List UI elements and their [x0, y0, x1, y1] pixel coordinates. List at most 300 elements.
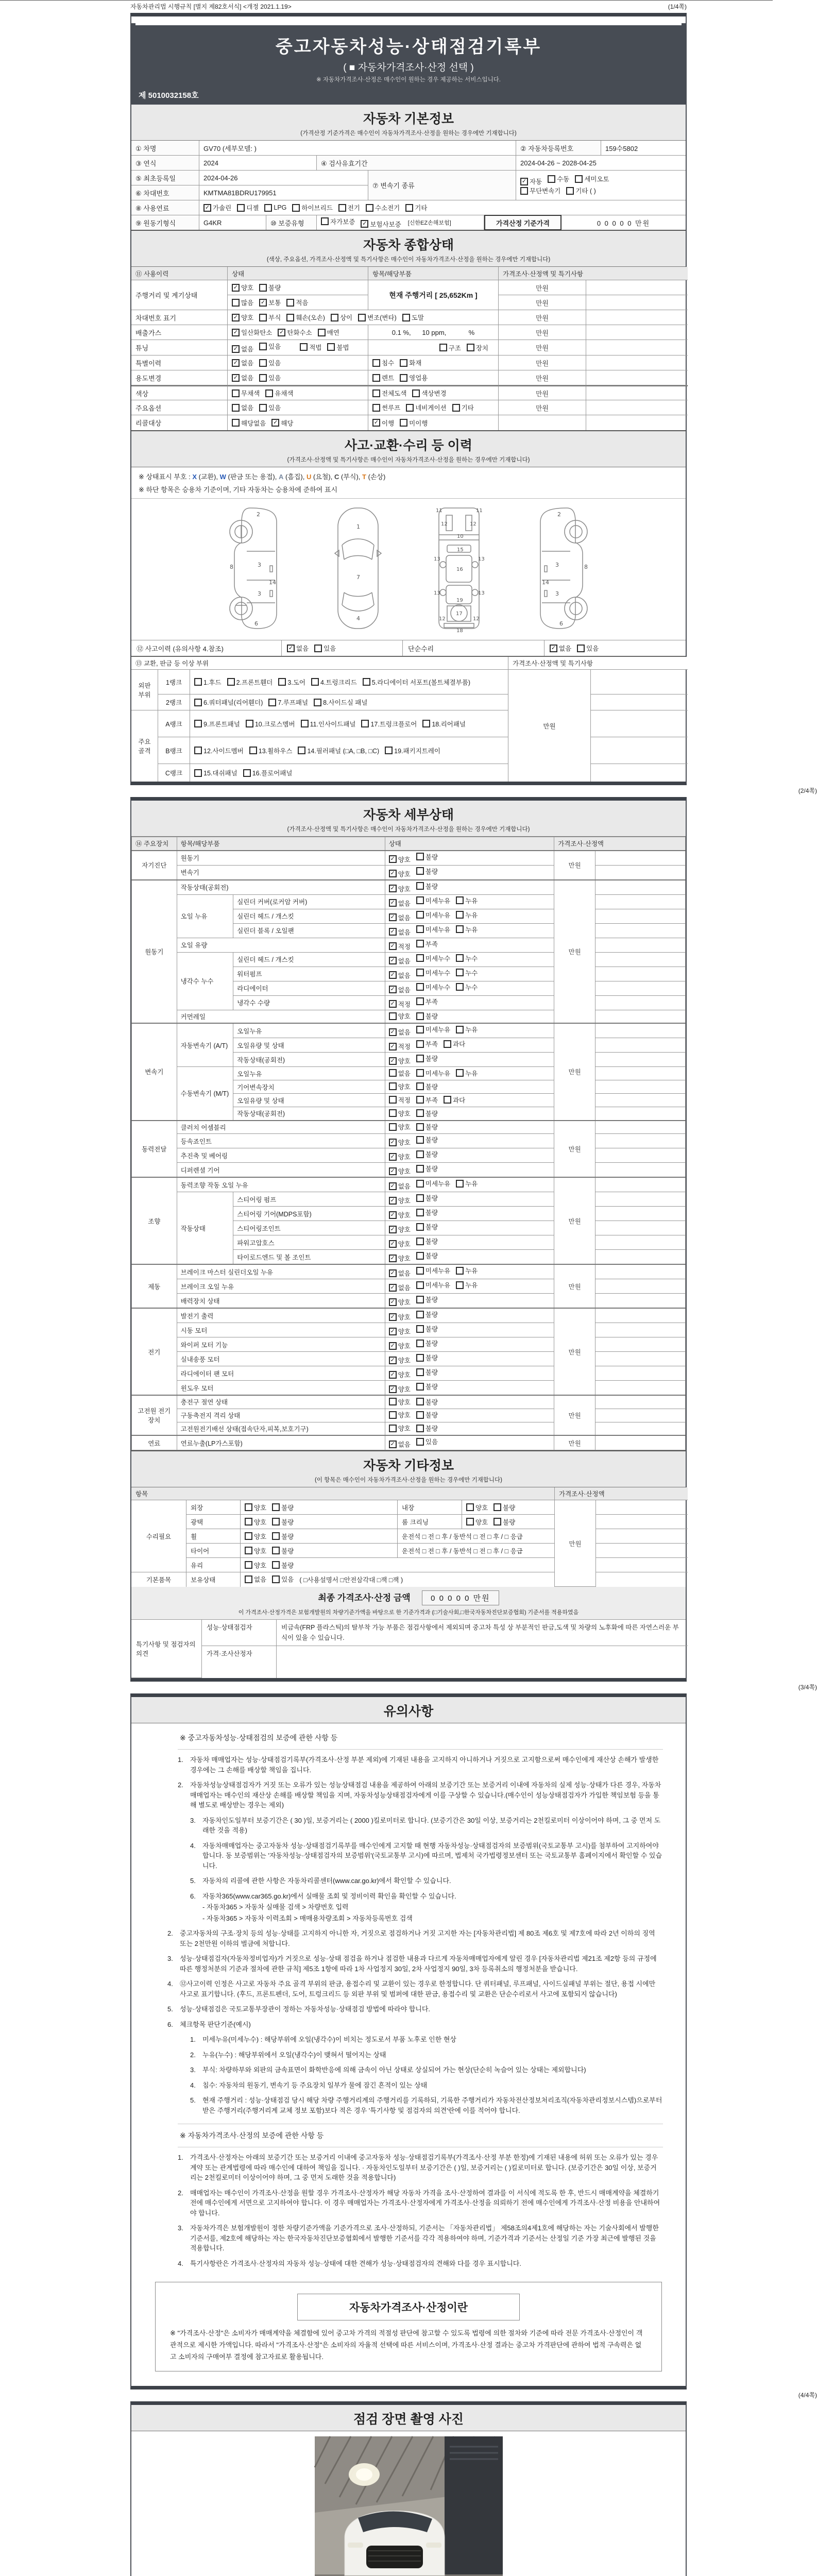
checkbox-미세누유[interactable]: [416, 1025, 450, 1034]
checkbox-양호[interactable]: [245, 1546, 266, 1555]
checkbox-box: [389, 870, 397, 877]
checkbox-불량[interactable]: [416, 852, 438, 861]
mileage-label: 주행거리 및 계기상태: [131, 280, 228, 310]
checkbox-양호[interactable]: [389, 1109, 411, 1118]
special-history-label: 특별이력: [131, 355, 228, 370]
checkbox-label: 8.사이드실 패널: [323, 699, 368, 706]
checkbox-기타 ( )[interactable]: [566, 186, 595, 195]
checkbox-불량[interactable]: [416, 1251, 438, 1260]
checkbox-미이행[interactable]: [400, 418, 428, 428]
checkbox-디젤[interactable]: [237, 203, 259, 212]
checkbox-양호[interactable]: [389, 1056, 411, 1065]
checkbox-불량[interactable]: [416, 1397, 438, 1406]
checkbox-양호[interactable]: [245, 1517, 266, 1527]
checkbox-box: [372, 389, 380, 397]
checkbox-없음[interactable]: [389, 899, 411, 908]
checkbox-불량[interactable]: [416, 1208, 438, 1217]
checkbox-수동[interactable]: [548, 174, 569, 183]
checkbox-label: 미세누유: [425, 897, 451, 905]
checkbox-있음[interactable]: [272, 1574, 294, 1584]
checkbox-label: 없음: [241, 360, 254, 367]
checkbox-미세누유[interactable]: [416, 1179, 450, 1188]
price-cell: 만원: [554, 851, 595, 880]
checkbox-양호[interactable]: [389, 1370, 411, 1379]
checkbox-불량[interactable]: [493, 1503, 515, 1512]
checkbox-불량[interactable]: [416, 1310, 438, 1319]
checkbox-양호[interactable]: [389, 1297, 411, 1307]
car-diagram-right-side: [521, 504, 599, 633]
checkbox-자동[interactable]: [520, 177, 542, 186]
checkbox-불량[interactable]: [416, 1222, 438, 1231]
checkbox-불량[interactable]: [416, 1353, 438, 1362]
checkbox-미세누수[interactable]: [416, 968, 450, 977]
checkbox-없음[interactable]: [389, 1181, 411, 1191]
checkbox-누유[interactable]: [456, 1179, 478, 1188]
checkbox-양호[interactable]: [466, 1517, 488, 1527]
checkbox-box: [416, 1411, 424, 1419]
checkbox-유채색[interactable]: [265, 388, 293, 398]
checkbox-양호[interactable]: [389, 1082, 411, 1091]
price-cell: 만원: [554, 880, 595, 1024]
checkbox-불량[interactable]: [272, 1561, 294, 1570]
checkbox-상이[interactable]: [331, 313, 352, 322]
checkbox-box: [249, 747, 257, 754]
checkbox-box: [265, 389, 273, 397]
checkbox-자가보증[interactable]: [321, 217, 355, 226]
vin-mark-label: 차대번호 표기: [131, 310, 228, 325]
checkbox-양호[interactable]: [245, 1561, 266, 1570]
checkbox-box: [456, 954, 464, 962]
notice-item-text: 자동차인도일부터 보증기간은 ( 30 )일, 보증거리는 ( 2000 )킬로미터로 합니다. (보증기간은 30일 이상, 보증거리는 2천킬로미터 이상이어야 하며, 그 중 먼저 도래한 것을 적용): [202, 1816, 661, 1834]
item-label: 오일누유: [233, 1067, 385, 1080]
checkbox-box: [331, 314, 338, 321]
checkbox-box: [416, 954, 424, 962]
checkbox-label: 변조(변타): [367, 314, 397, 321]
checkbox-label: 전체도색: [382, 390, 407, 397]
checkbox-불량[interactable]: [416, 1338, 438, 1348]
notice-item-text: 침수: 자동차의 원동기, 변속기 등 주요장치 일부가 물에 잠긴 흔적이 있는 상태: [202, 2081, 428, 2089]
checkbox-보통[interactable]: [259, 298, 281, 307]
svg-text:19: 19: [456, 598, 463, 603]
checkbox-불량[interactable]: [416, 1149, 438, 1159]
checkbox-8.사이드실 패널[interactable]: [314, 698, 367, 707]
checkbox-없음[interactable]: [245, 1574, 266, 1584]
checkbox-없음[interactable]: [389, 1268, 411, 1278]
checkbox-없음[interactable]: [389, 1027, 411, 1037]
checkbox-누유[interactable]: [456, 1025, 478, 1034]
checkbox-적음[interactable]: [286, 298, 308, 307]
checkbox-box: [245, 1575, 252, 1583]
checkbox-label: 화재: [409, 360, 422, 367]
checkbox-box: [272, 1518, 280, 1526]
checkbox-양호[interactable]: [389, 1312, 411, 1321]
checkbox-부족[interactable]: [416, 997, 438, 1006]
checkbox-탄화수소[interactable]: [278, 328, 312, 337]
checkbox-label: 양호: [254, 1547, 267, 1555]
checkbox-없음[interactable]: [232, 373, 253, 382]
checkbox-label: 누유: [465, 926, 478, 934]
checkbox-box: [232, 345, 240, 353]
checkbox-해당[interactable]: [271, 418, 293, 428]
checkbox-이행[interactable]: [372, 418, 394, 428]
checkbox-불량[interactable]: [272, 1532, 294, 1541]
checkbox-불량[interactable]: [416, 1295, 438, 1304]
checkbox-적정[interactable]: [389, 1095, 411, 1105]
checkbox-전기[interactable]: [338, 203, 360, 212]
checkbox-label: 양호: [398, 1412, 411, 1419]
checkbox-box: [318, 329, 326, 336]
checkbox-양호[interactable]: [389, 1138, 411, 1147]
checkbox-불량[interactable]: [272, 1503, 294, 1512]
checkbox-없음[interactable]: [389, 1439, 411, 1449]
checkbox-7.루프패널[interactable]: [268, 698, 308, 707]
checkbox-적법[interactable]: [300, 343, 321, 352]
checkbox-양호[interactable]: [245, 1532, 266, 1541]
checkbox-무단변속기[interactable]: [520, 186, 560, 195]
checkbox-1.후드[interactable]: [194, 677, 222, 687]
rank1-label: 1랭크: [158, 670, 190, 694]
rankA-label: A랭크: [158, 710, 190, 737]
checkbox-있음[interactable]: [314, 643, 336, 653]
svg-text:12: 12: [470, 521, 476, 527]
legend-desc: (흠집),: [283, 473, 307, 481]
checkbox-불량[interactable]: [416, 1011, 438, 1021]
checkbox-양호[interactable]: [389, 1423, 411, 1433]
checkbox-box: [385, 747, 393, 754]
checkbox-양호[interactable]: [466, 1503, 488, 1512]
svg-text:13: 13: [434, 556, 440, 562]
checkbox-있음[interactable]: [259, 373, 281, 382]
checkbox-양호[interactable]: [389, 1011, 411, 1021]
checkbox-무채색[interactable]: [232, 388, 260, 398]
checkbox-양호[interactable]: [245, 1503, 266, 1512]
checkbox-미세누유[interactable]: [416, 1069, 450, 1078]
checkbox-label: 누유: [465, 1180, 478, 1188]
checkbox-도말[interactable]: [402, 313, 424, 322]
checkbox-불량[interactable]: [259, 283, 281, 292]
checkbox-19.패키지트레이[interactable]: [385, 746, 440, 755]
checkbox-부족[interactable]: [416, 1095, 438, 1105]
checkbox-label: 하이브리드: [301, 205, 333, 212]
checkbox-있음[interactable]: [577, 643, 599, 653]
checkbox-가솔린[interactable]: [203, 203, 231, 212]
checkbox-6.쿼터패널(리어휀더)[interactable]: [194, 698, 263, 707]
checkbox-화재[interactable]: [400, 358, 421, 367]
checkbox-없음[interactable]: [389, 927, 411, 937]
item-label: 동력조향 작동 오일 누유: [177, 1177, 385, 1192]
checkbox-누유[interactable]: [456, 896, 478, 905]
checkbox-누유[interactable]: [456, 1069, 478, 1078]
checkbox-없음[interactable]: [389, 913, 411, 922]
checkbox-불량[interactable]: [416, 1236, 438, 1246]
checkbox-label: 수소전기: [375, 205, 400, 212]
checkbox-매연[interactable]: [318, 328, 339, 337]
notice-item-text: 자동차매매업자는 중고자동차 성능·상태점검기록부를 매수인에게 고지할 때 현행 자동차성능·상태점검자의 보증범위(국토교통부 고시)를 첨부하여 고지하여야 합니다. 동 보증범위는 '자동차성능·상태점검자의 보증범위'(국토교통부 고시)에 따르며, 법제처 국가법령정보센터 또는 국토교통부 홈페이지에서 확인할 수 있습니다.: [202, 1841, 662, 1870]
checkbox-없음[interactable]: [389, 1069, 411, 1078]
item-state-checks: [385, 1235, 554, 1250]
title-band: [131, 23, 686, 105]
checkbox-누유[interactable]: [456, 925, 478, 934]
price-cell: 만원: [499, 295, 586, 310]
emission-values: 0.1 %, 10 ppm, %: [368, 325, 499, 340]
notice-item-number: 3.: [190, 1816, 196, 1824]
checkbox-부식[interactable]: [259, 313, 281, 322]
frame-panel-label: 주요 골격: [131, 710, 158, 782]
checkbox-양호[interactable]: [389, 1122, 411, 1131]
svg-text:10: 10: [457, 534, 464, 539]
checkbox-label: 상이: [339, 314, 353, 321]
checkbox-색상변경[interactable]: [412, 388, 446, 398]
checkbox-하이브리드[interactable]: [292, 203, 332, 212]
checkbox-없음[interactable]: [389, 985, 411, 994]
checkbox-미세누유[interactable]: [416, 925, 450, 934]
checkbox-16.플로어패널[interactable]: [243, 768, 293, 777]
checkbox-양호[interactable]: [389, 1196, 411, 1205]
checkbox-보험사보증[interactable]: [361, 219, 401, 229]
checkbox-양호[interactable]: [389, 1397, 411, 1406]
section-title: 자동차 기타정보: [363, 1459, 454, 1473]
checkbox-양호[interactable]: [389, 1210, 411, 1219]
checkbox-불량[interactable]: [272, 1546, 294, 1555]
checkbox-누수[interactable]: [456, 954, 478, 963]
checkbox-적정[interactable]: [389, 1042, 411, 1051]
checkbox-양호[interactable]: [389, 1239, 411, 1248]
checkbox-기타[interactable]: [452, 403, 474, 412]
checkbox-불법[interactable]: [327, 343, 349, 352]
checkbox-영업용[interactable]: [400, 373, 428, 382]
checkbox-양호[interactable]: [232, 313, 253, 322]
checkbox-9.프론트패널[interactable]: [194, 719, 240, 728]
checkbox-11.인사이드패널[interactable]: [301, 719, 356, 728]
notice-item: [190, 2050, 663, 2060]
checkbox-양호[interactable]: [389, 1384, 411, 1394]
wheel-positions: 운전석 □ 전 □ 후 / 동반석 □ 전 □ 후 / □ 응급: [398, 1529, 555, 1544]
checkbox-기타[interactable]: [405, 203, 427, 212]
col-header: 가격조사·산정액 및 특기사항: [499, 267, 688, 280]
checkbox-불량[interactable]: [272, 1517, 294, 1527]
checkbox-불량[interactable]: [416, 1122, 438, 1131]
checkbox-양호[interactable]: [389, 1166, 411, 1176]
checkbox-label: 적법: [309, 344, 322, 351]
checkbox-LPG[interactable]: [264, 204, 286, 212]
checkbox-label: 양호: [398, 1299, 411, 1306]
checkbox-불량[interactable]: [416, 867, 438, 876]
item-state-checks: [385, 1366, 554, 1381]
checkbox-양호[interactable]: [389, 1152, 411, 1161]
item-state-checks: [385, 1148, 554, 1163]
checkbox-5.라디에이터 서포트(볼트체결부품)[interactable]: [363, 677, 470, 687]
checkbox-구조[interactable]: [439, 343, 461, 352]
checkbox-적정[interactable]: [389, 999, 411, 1009]
checkbox-양호[interactable]: [389, 1253, 411, 1263]
checkbox-label: 17.트렁크플로어: [370, 720, 417, 728]
checkbox-box: [259, 314, 267, 321]
checkbox-양호[interactable]: [389, 1355, 411, 1365]
checkbox-부족[interactable]: [416, 939, 438, 948]
checkbox-수소전기[interactable]: [366, 203, 400, 212]
engine-type-label: ⑨ 원동기형식: [131, 215, 199, 230]
checkbox-box: [389, 971, 397, 979]
checkbox-14.필러패널 (□A, □B, □C)[interactable]: [298, 746, 379, 755]
mileage-value: 현재 주행거리 [ 25,652Km ]: [368, 280, 499, 310]
checkbox-2.프론트휀더[interactable]: [227, 677, 273, 687]
checkbox-누수[interactable]: [456, 982, 478, 992]
checkbox-과다[interactable]: [444, 1039, 465, 1048]
checkbox-box: [259, 374, 267, 382]
checkbox-3.도어[interactable]: [278, 677, 305, 687]
notice-item-text: 자동차성능상태점검자가 거짓 또는 오류가 있는 성능상태점검 내용을 제공하여 아래의 보증기간 또는 보증거리 이내에 자동차의 실제 성능·상태가 다른 경우, 자동차매매업자는 매수인의 재산상 손해를 배상할 책임을 지며, 자동차성능상태점검자에게 이를 구상할 수 있습니다.(매수인이 성능상태점검자가 가입한 책임보험 등을 통해 별도로 배상받는 경우는 제외): [190, 1781, 661, 1809]
col-header: 가격조사·산정액: [555, 1487, 688, 1500]
checkbox-없음[interactable]: [389, 1283, 411, 1292]
checkbox-전체도색[interactable]: [372, 388, 406, 398]
checkbox-장치[interactable]: [467, 343, 488, 352]
svg-text:3: 3: [555, 590, 559, 597]
checkbox-미세누유[interactable]: [416, 896, 450, 905]
checkbox-label: 불량: [425, 1252, 438, 1260]
checkbox-4.트렁크리드[interactable]: [311, 677, 357, 687]
price-definition-box: [155, 2282, 662, 2371]
checkbox-17.트렁크플로어[interactable]: [361, 719, 417, 728]
checkbox-부족[interactable]: [416, 1039, 438, 1048]
checkbox-불량[interactable]: [416, 1135, 438, 1144]
checkbox-썬루프[interactable]: [372, 403, 400, 412]
checkbox-label: 불량: [425, 868, 438, 875]
checkbox-불량[interactable]: [493, 1517, 515, 1527]
item-label: 브레이크 오일 누유: [177, 1279, 385, 1294]
checkbox-label: 불량: [425, 1326, 438, 1333]
checkbox-불량[interactable]: [416, 1082, 438, 1091]
svg-text:11: 11: [476, 508, 483, 514]
checkbox-양호[interactable]: [389, 1225, 411, 1234]
checkbox-많음[interactable]: [232, 298, 253, 307]
checkbox-침수[interactable]: [372, 358, 394, 367]
checkbox-누유[interactable]: [456, 1266, 478, 1275]
item-state-checks: [385, 1279, 554, 1294]
checkbox-불량[interactable]: [416, 1324, 438, 1333]
checkbox-양호[interactable]: [389, 1327, 411, 1336]
checkbox-box: [287, 645, 295, 652]
checkbox-누유[interactable]: [456, 1280, 478, 1290]
section-detail-state: [131, 801, 686, 837]
checkbox-13.휠하우스[interactable]: [249, 746, 293, 755]
checkbox-label: 기타 ( ): [575, 188, 596, 195]
checkbox-있음[interactable]: [416, 1437, 438, 1446]
checkbox-훼손(오손)[interactable]: [286, 313, 325, 322]
checkbox-불량[interactable]: [416, 1410, 438, 1419]
checkbox-미세누수[interactable]: [416, 982, 450, 992]
checkbox-변조(변타)[interactable]: [358, 313, 397, 322]
checkbox-불량[interactable]: [416, 1367, 438, 1377]
item-state-checks: [385, 995, 554, 1010]
checkbox-box: [416, 1223, 424, 1231]
checkbox-미세누유[interactable]: [416, 1266, 450, 1275]
tuning-target-checks: [368, 340, 499, 355]
item-state-checks: [385, 1308, 554, 1323]
checkbox-과다[interactable]: [444, 1095, 465, 1105]
checkbox-양호[interactable]: [389, 869, 411, 878]
checkbox-15.대쉬패널[interactable]: [194, 768, 237, 777]
checkbox-양호[interactable]: [389, 855, 411, 864]
checkbox-없음[interactable]: [232, 403, 253, 412]
checkbox-있음[interactable]: [259, 342, 281, 351]
checkbox-양호[interactable]: [232, 283, 253, 292]
checkbox-네비게이션[interactable]: [406, 403, 446, 412]
color-checks: [228, 385, 368, 400]
checkbox-box: [389, 899, 397, 907]
checkbox-양호[interactable]: [389, 1341, 411, 1350]
checkbox-box: [452, 404, 460, 412]
checkbox-렌트[interactable]: [372, 373, 394, 382]
checkbox-없음[interactable]: [287, 643, 309, 653]
checkbox-12.사이드멤버[interactable]: [194, 746, 244, 755]
checkbox-label: 불량: [425, 1224, 438, 1231]
checkbox-있음[interactable]: [259, 358, 281, 367]
item-label: 시동 모터: [177, 1323, 385, 1337]
checkbox-불량[interactable]: [416, 1423, 438, 1433]
checkbox-불량[interactable]: [416, 1054, 438, 1063]
checkbox-label: 없음: [398, 1441, 411, 1448]
checkbox-해당없음[interactable]: [232, 418, 266, 428]
checkbox-미세누수[interactable]: [416, 954, 450, 963]
checkbox-label: 미세누수: [425, 984, 451, 991]
polish-checks: [241, 1515, 398, 1529]
checkbox-label: LPG: [274, 204, 287, 211]
checkbox-없음[interactable]: [389, 956, 411, 965]
notice-item: [178, 2188, 663, 2218]
svg-text:16: 16: [456, 567, 463, 572]
item-label: 오일유량 및 상태: [233, 1038, 385, 1053]
checkbox-미세누유[interactable]: [416, 910, 450, 920]
checkbox-불량[interactable]: [416, 1164, 438, 1173]
checkbox-label: 미세누유: [425, 1070, 451, 1077]
price-definition-title: 자동차가격조사·산정이란: [297, 2294, 520, 2320]
checkbox-양호[interactable]: [389, 1410, 411, 1419]
checkbox-양호[interactable]: [389, 884, 411, 893]
checkbox-불량[interactable]: [416, 1109, 438, 1118]
checkbox-box: [550, 645, 557, 652]
checkbox-10.크로스멤버[interactable]: [246, 719, 295, 728]
checkbox-있음[interactable]: [259, 403, 281, 412]
checkbox-세미오토[interactable]: [575, 174, 609, 183]
checkbox-label: 많음: [241, 299, 254, 307]
svg-text:13: 13: [478, 556, 485, 562]
checkbox-누유[interactable]: [456, 910, 478, 920]
item-label: 커먼레일: [177, 1010, 385, 1023]
checkbox-없음[interactable]: [550, 643, 571, 653]
checkbox-label: 불량: [503, 1504, 516, 1512]
legend-code-U: U: [306, 473, 312, 481]
svg-text:12: 12: [473, 616, 480, 622]
checkbox-없음[interactable]: [389, 971, 411, 980]
checkbox-미세누유[interactable]: [416, 1280, 450, 1290]
checkbox-18.리어패널[interactable]: [422, 719, 466, 728]
checkbox-불량[interactable]: [416, 1382, 438, 1391]
checkbox-box: [416, 1109, 424, 1117]
checkbox-일산화탄소[interactable]: [232, 328, 272, 337]
checkbox-불량[interactable]: [416, 1193, 438, 1202]
checkbox-없음[interactable]: [232, 344, 253, 353]
etc-info-table: [131, 1487, 686, 1587]
checkbox-label: 미세누유: [425, 1026, 451, 1033]
checkbox-box: [363, 678, 370, 686]
checkbox-불량[interactable]: [416, 882, 438, 891]
item-label: 실린더 커버(로커암 커버): [233, 894, 385, 909]
final-price-value: 0 0 0 0 0 만원: [422, 1590, 499, 1605]
checkbox-없음[interactable]: [232, 358, 253, 367]
checkbox-누수[interactable]: [456, 968, 478, 977]
price-cell: 만원: [554, 1435, 595, 1450]
checkbox-적정[interactable]: [389, 942, 411, 951]
